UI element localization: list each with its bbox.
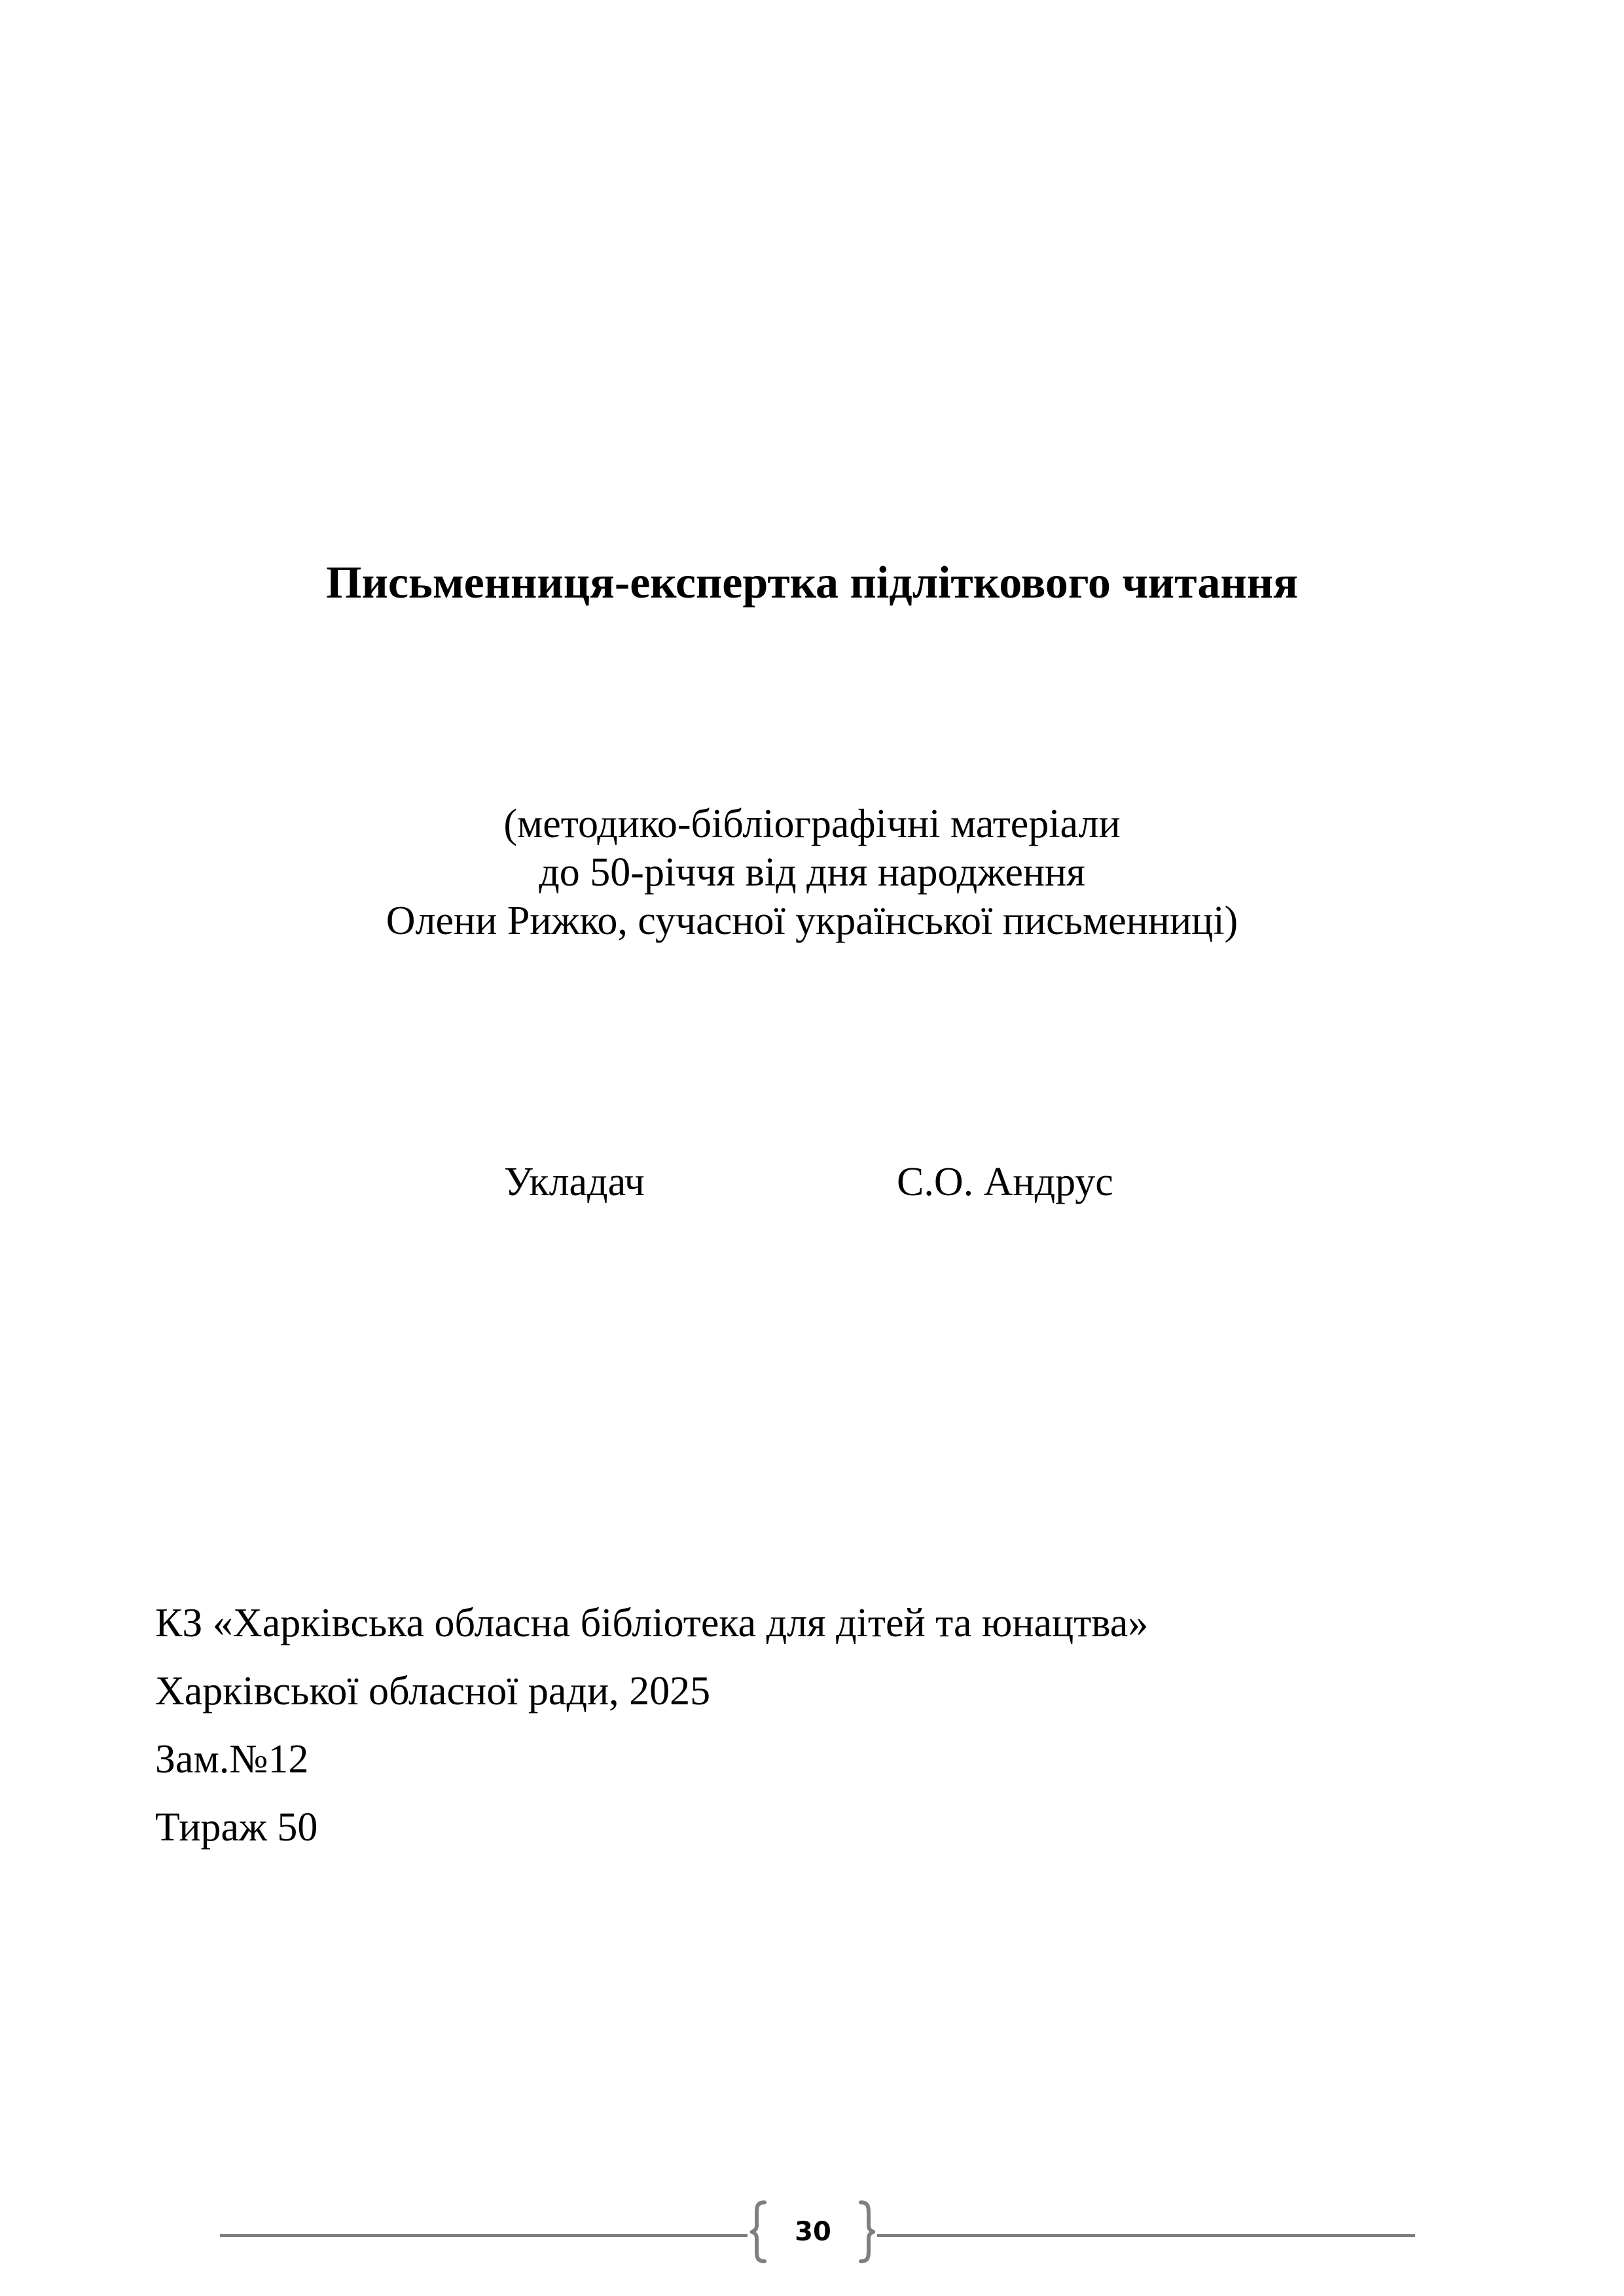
compiler-role-label: Укладач bbox=[504, 1160, 645, 1204]
page-title: Письменниця-експертка підліткового читання bbox=[326, 558, 1298, 608]
imprint-block bbox=[155, 1597, 1148, 1869]
subtitle-line: (методико-бібліографічні матеріали bbox=[503, 802, 1121, 846]
imprint-publisher-line: КЗ «Харківська обласна бібліотека для дітей та юнацтва» bbox=[155, 1601, 1149, 1645]
footer-left-brace-icon bbox=[750, 2200, 767, 2263]
imprint-order-line: Зам.№12 bbox=[155, 1737, 309, 1782]
subtitle-block bbox=[0, 800, 1624, 945]
page-number: 30 bbox=[795, 2217, 831, 2247]
footer-right-brace-icon bbox=[858, 2200, 875, 2263]
footer-rule-right bbox=[877, 2234, 1415, 2237]
imprint-council-year-line: Харківської обласної ради, 2025 bbox=[155, 1669, 711, 1713]
subtitle-line: Олени Рижко, сучасної української письменниці) bbox=[386, 899, 1238, 943]
subtitle-line: до 50-річчя від дня народження bbox=[539, 850, 1085, 895]
compiler-name: С.О. Андрус bbox=[897, 1160, 1113, 1204]
imprint-print-run-line: Тираж 50 bbox=[155, 1805, 318, 1850]
footer-rule-left bbox=[220, 2234, 748, 2237]
